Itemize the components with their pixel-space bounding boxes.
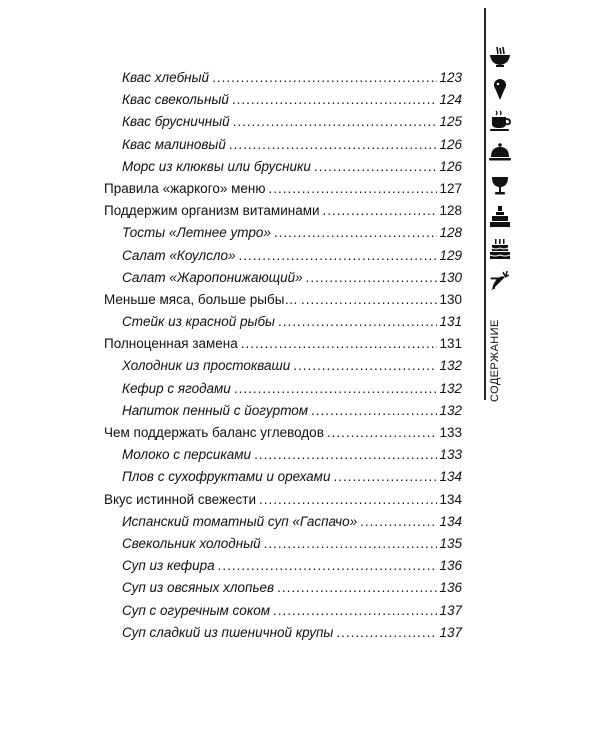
toc-entry-title: Свекольник холодный [122, 535, 261, 551]
toc-leader-dots [323, 203, 438, 218]
toc-entry [104, 492, 462, 514]
toc-entry-title: Стейк из красной рыбы [122, 314, 275, 330]
toc-entry-title: Молоко с персиками [122, 447, 252, 463]
toc-entry-title: Напиток пенный с йогуртом [122, 402, 309, 418]
toc-entry-page: 134 [439, 513, 462, 529]
toc-leader-dots [306, 270, 438, 285]
toc-leader-dots [234, 381, 438, 396]
toc-entry-title: Суп с огуречным соком [122, 602, 270, 618]
toc-leader-dots [293, 358, 437, 373]
coffee-cup-icon [488, 109, 512, 133]
toc-entry [104, 159, 462, 181]
toc-entry-title: Квас брусничный [122, 114, 230, 130]
toc-entry [104, 70, 462, 92]
toc-entry [104, 558, 462, 580]
toc-entry-title: Холодник из простокваши [122, 358, 291, 374]
toc-entry-page: 132 [439, 358, 462, 374]
toc-entry [104, 114, 462, 136]
toc-entry [104, 225, 462, 247]
toc-leader-dots [314, 159, 438, 174]
toc-entry-page: 131 [439, 336, 462, 352]
toc-entry-page: 132 [439, 380, 462, 396]
toc-entry-title: Салат «Жаропонижающий» [122, 269, 303, 285]
toc-entry [104, 425, 462, 447]
toc-entry-title: Квас свекольный [122, 92, 229, 108]
toc-leader-dots [212, 70, 437, 85]
toc-entry-page: 136 [439, 580, 462, 596]
toc-leader-dots [311, 403, 437, 418]
toc-entry-title: Квас хлебный [122, 70, 210, 85]
toc-entry-page: 128 [439, 203, 462, 219]
toc-entry-page: 137 [439, 624, 462, 640]
toc-entry [104, 536, 462, 558]
toc-leader-dots [336, 625, 437, 640]
toc-leader-dots [278, 314, 437, 329]
toc-entry-title: Правила «жаркого» меню [104, 180, 266, 196]
toc-entry [104, 403, 462, 425]
cake-bottle-icon [488, 205, 512, 229]
toc-leader-dots [301, 292, 438, 307]
covered-dish-icon [488, 141, 512, 165]
toc-leader-dots [268, 181, 437, 196]
toc-leader-dots [264, 536, 438, 551]
toc-leader-dots [254, 447, 437, 462]
toc-entry-page: 131 [439, 314, 462, 330]
toc-entry-title: Кефир с ягодами [122, 380, 231, 396]
toc-entry-title: Суп из кефира [122, 558, 215, 574]
toc-entry-page: 126 [439, 136, 462, 152]
toc-entry [104, 625, 462, 647]
toc-entry [104, 469, 462, 491]
toc-entry [104, 203, 462, 225]
toc-entry-page: 123 [439, 70, 462, 85]
toc-entry-title: Суп из овсяных хлопьев [122, 580, 275, 596]
birthday-cake-icon [488, 237, 512, 261]
toc-entry-page: 136 [439, 558, 462, 574]
toc-entry [104, 336, 462, 358]
toc-entry-page: 124 [439, 92, 462, 108]
toc-entry-page: 134 [439, 491, 462, 507]
toc-leader-dots [229, 137, 438, 152]
toc-entry [104, 92, 462, 114]
toc-entry [104, 447, 462, 469]
toc-entry-title: Тосты «Летнее утро» [122, 225, 271, 241]
toc-leader-dots [241, 336, 438, 351]
toc-entry-title: Полноценная замена [104, 336, 238, 352]
toc-entry [104, 270, 462, 292]
category-icons [488, 45, 514, 301]
toc-entry [104, 514, 462, 536]
toc-entry-title: Чем поддержать баланс углеводов [104, 425, 324, 440]
toc-leader-dots [233, 114, 438, 129]
table-of-contents [104, 70, 462, 647]
margin-rule [484, 8, 486, 400]
toc-leader-dots [360, 514, 437, 529]
toc-entry-title: Суп сладкий из пшеничной крупы [122, 624, 334, 640]
toc-entry-page: 130 [439, 269, 462, 285]
toc-entry-page: 125 [439, 114, 462, 130]
toc-entry [104, 358, 462, 380]
toc-entry-title: Меньше мяса, больше рыбы… [104, 291, 298, 307]
toc-entry-page: 126 [439, 158, 462, 174]
toc-leader-dots [259, 492, 437, 507]
toc-entry-title: Поддержим организм витаминами [104, 203, 320, 219]
toc-leader-dots [333, 469, 437, 484]
toc-entry-page: 133 [439, 425, 462, 440]
toc-entry-page: 129 [439, 247, 462, 263]
toc-entry [104, 292, 462, 314]
toc-leader-dots [218, 558, 438, 573]
toc-entry-page: 127 [439, 180, 462, 196]
section-label-wrap [489, 310, 507, 402]
page-number: 7 [490, 274, 500, 293]
section-label: СОДЕРЖАНИЕ [489, 319, 501, 402]
goblet-icon [488, 173, 512, 197]
toc-entry-title: Квас малиновый [122, 136, 226, 152]
toc-entry [104, 137, 462, 159]
toc-leader-dots [274, 225, 438, 240]
toc-leader-dots [327, 425, 438, 440]
toc-leader-dots [232, 92, 438, 107]
toc-entry-page: 130 [439, 291, 462, 307]
toc-entry [104, 314, 462, 336]
toc-entry-page: 135 [439, 535, 462, 551]
toc-entry-title: Вкус истинной свежести [104, 491, 257, 507]
toc-leader-dots [277, 580, 437, 595]
toc-entry-page: 134 [439, 469, 462, 485]
ice-cream-icon [488, 77, 512, 101]
toc-leader-dots [273, 603, 438, 618]
bowl-icon [488, 45, 512, 69]
toc-entry [104, 381, 462, 403]
toc-leader-dots [239, 248, 438, 263]
toc-entry [104, 603, 462, 625]
toc-entry-page: 128 [439, 225, 462, 241]
toc-entry [104, 580, 462, 602]
toc-entry-title: Морс из клюквы или брусники [122, 158, 311, 174]
toc-entry-title: Испанский томатный суп «Гаспачо» [122, 513, 358, 529]
toc-entry-page: 132 [439, 402, 462, 418]
toc-entry-page: 137 [439, 602, 462, 618]
toc-entry-title: Плов с сухофруктами и орехами [122, 469, 331, 485]
toc-entry [104, 248, 462, 270]
toc-entry-title: Салат «Коулсло» [122, 247, 236, 263]
toc-entry [104, 181, 462, 203]
toc-entry-page: 133 [439, 447, 462, 463]
